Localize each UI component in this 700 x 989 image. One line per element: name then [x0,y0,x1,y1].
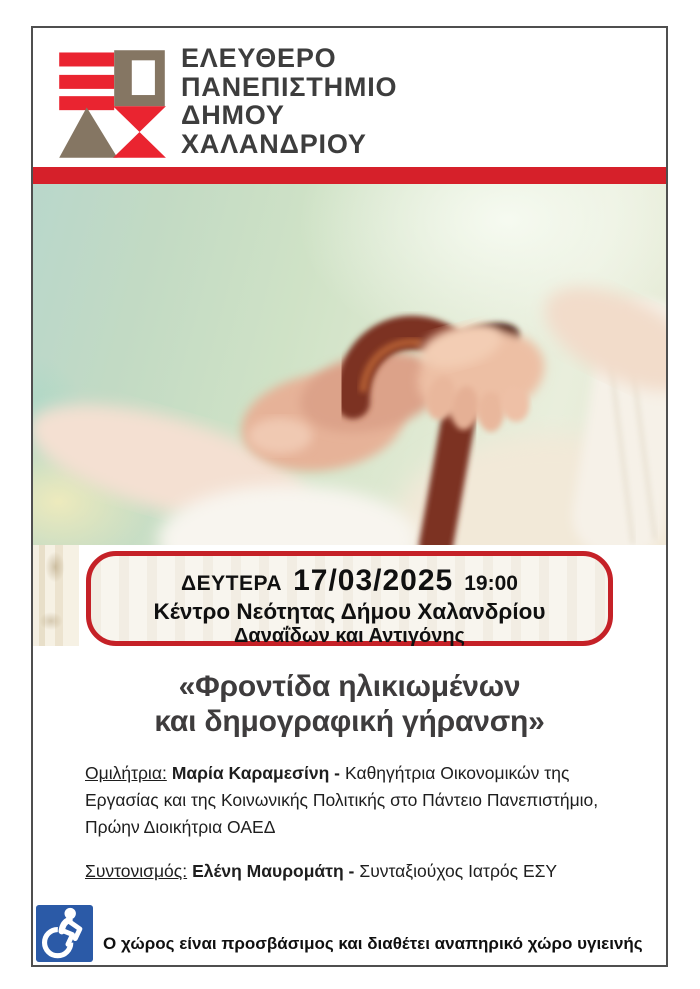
event-time: 19:00 [464,572,518,595]
moderator-paragraph [85,858,637,885]
org-name-line-4: ΧΑΛΑΝΔΡΙΟΥ [181,128,367,159]
venue-name: Κέντρο Νεότητας Δήμου Χαλανδρίου [153,599,546,624]
venue-address: Δαναΐδων και Αντιγόνης [234,625,465,647]
org-name-line-2: ΠΑΝΕΠΙΣΤΗΜΙΟ [181,71,398,102]
event-date: 17/03/2025 [293,564,454,597]
wheelchair-accessible-icon [36,905,93,962]
speaker-label: Ομιλήτρια: [85,763,167,783]
speaker-paragraph [85,760,637,841]
event-photo [33,184,666,545]
date-venue-box [86,551,613,646]
speaker-description: Καθηγήτρια Οικονομικών της Εργασίας και της Κοινωνικής Πολιτικής στο Πάντειο Πανεπιστήμιο, Πρώην Διοικήτρια ΟΑΕΔ [85,763,599,837]
speakers-section [85,760,637,885]
moderator-description: Συνταξιούχος Ιατρός ΕΣΥ [359,861,558,881]
accessibility-note: Ο χώρος είναι προσβάσιμος και διαθέτει αναπηρικό χώρο υγιεινής [103,934,643,953]
event-title-line-1: «Φροντίδα ηλικιωμένων [178,670,521,703]
organization-name [181,44,397,158]
event-day: ΔΕΥΤΕΡΑ [181,572,283,595]
university-logo-icon [57,48,167,160]
poster-page [31,26,668,967]
org-name-line-1: ΕΛΕΥΘΕΡΟ [181,43,337,73]
right-fresco-strip [619,545,666,646]
info-band [33,545,666,646]
speaker-name: Μαρία Καραμεσίνη - [171,763,340,783]
hands-and-cane-art [33,184,666,545]
date-line [91,564,608,598]
moderator-name: Ελένη Μαυρομάτη - [192,861,355,881]
event-title [33,669,666,739]
org-name-line-3: ΔΗΜΟΥ [181,100,285,130]
left-fresco-strip [33,545,79,646]
red-divider-bar [33,167,666,184]
event-title-line-2: και δημογραφική γήρανση» [154,705,545,738]
moderator-label: Συντονισμός: [85,861,188,881]
